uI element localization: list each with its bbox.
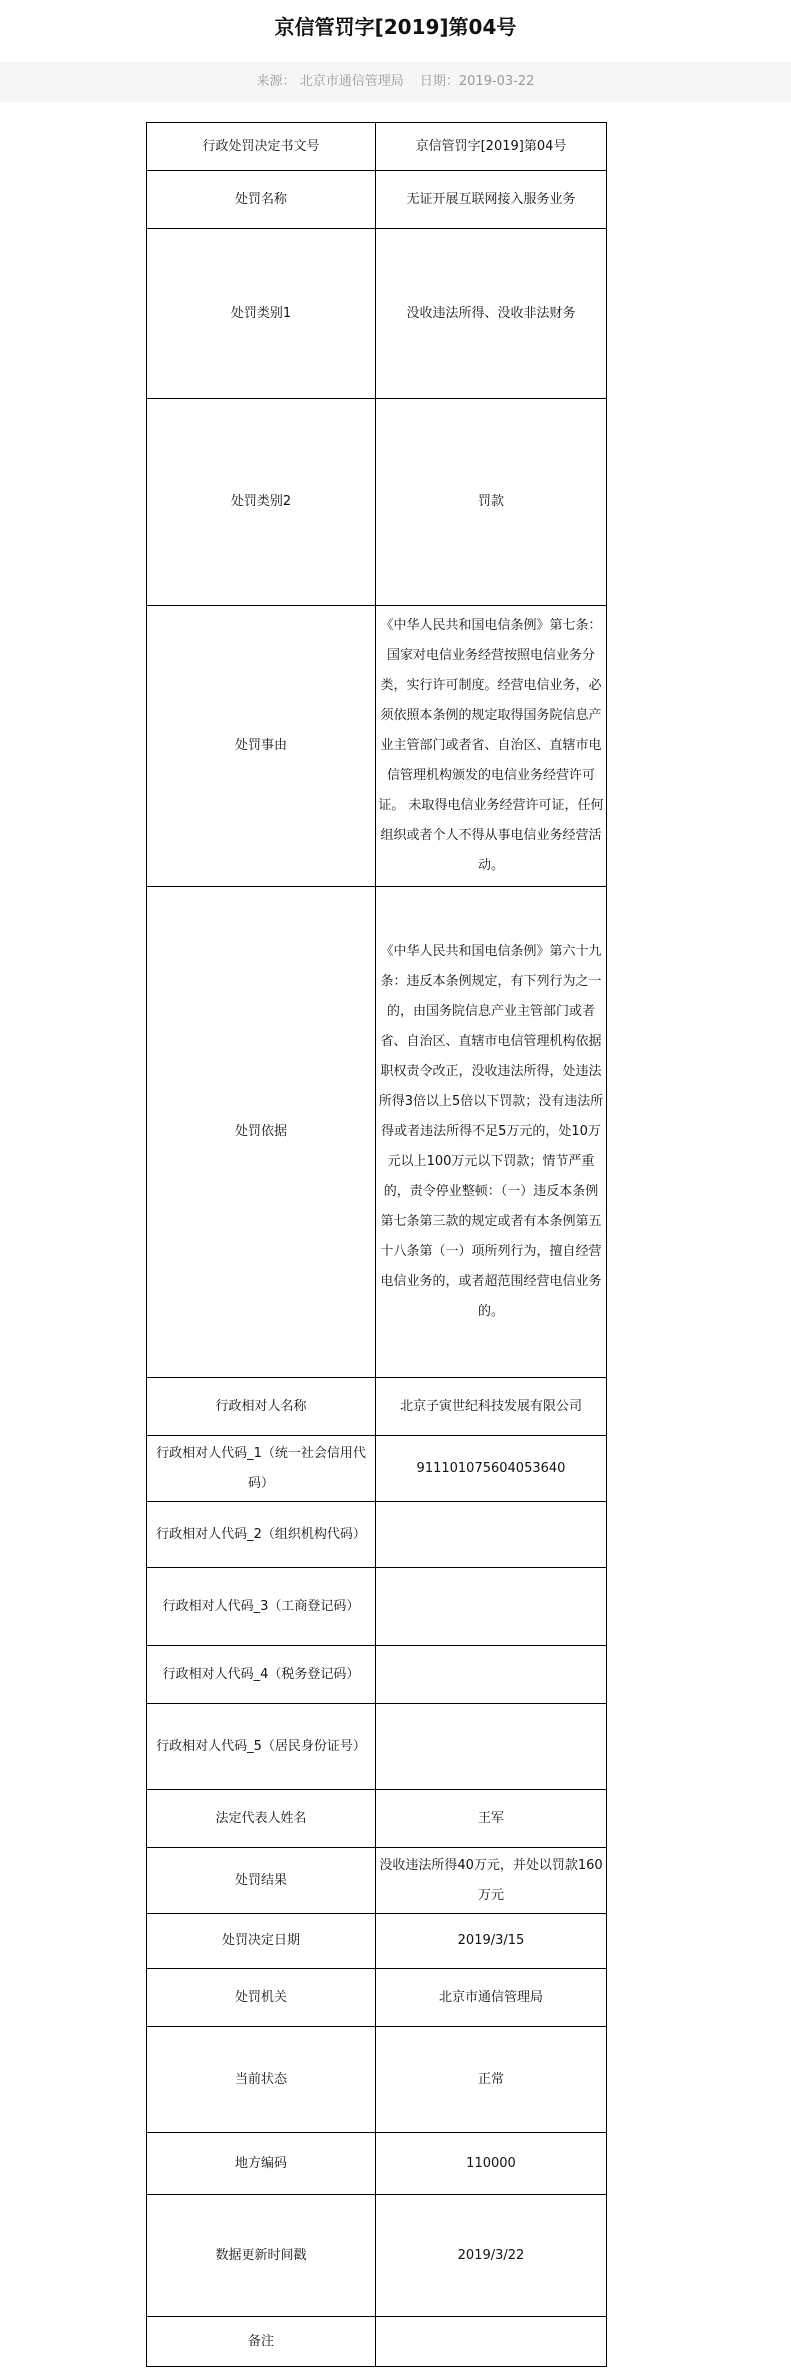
table-row bbox=[147, 2133, 607, 2195]
date-label: 日期： bbox=[419, 74, 459, 89]
row-value: 正常 bbox=[376, 2027, 607, 2133]
row-key: 处罚事由 bbox=[147, 606, 376, 887]
row-key: 备注 bbox=[147, 2317, 376, 2367]
date-value: 2019-03-22 bbox=[458, 74, 535, 89]
row-key: 处罚依据 bbox=[147, 887, 376, 1378]
source-info bbox=[257, 74, 404, 89]
table-row bbox=[147, 1790, 607, 1848]
date-info bbox=[420, 74, 535, 89]
row-key: 处罚类别2 bbox=[147, 399, 376, 606]
row-value: 无证开展互联网接入服务业务 bbox=[376, 171, 607, 229]
row-value bbox=[376, 1502, 607, 1568]
table-row bbox=[147, 1378, 607, 1436]
row-value: 北京子寅世纪科技发展有限公司 bbox=[376, 1378, 607, 1436]
row-key: 处罚机关 bbox=[147, 1969, 376, 2027]
source-value: 北京市通信管理局 bbox=[299, 74, 404, 89]
row-value bbox=[376, 1568, 607, 1646]
row-value bbox=[376, 2317, 607, 2367]
row-value: 110000 bbox=[376, 2133, 607, 2195]
table-row bbox=[147, 1848, 607, 1914]
row-key: 行政相对人代码_3（工商登记码） bbox=[147, 1568, 376, 1646]
row-key: 行政相对人代码_4（税务登记码） bbox=[147, 1646, 376, 1704]
row-key: 处罚名称 bbox=[147, 171, 376, 229]
table-row bbox=[147, 1568, 607, 1646]
penalty-detail-table bbox=[146, 122, 607, 2367]
table-row bbox=[147, 1436, 607, 1502]
row-value: 《中华人民共和国电信条例》第六十九条：违反本条例规定，有下列行为之一的，由国务院信息产业主管部门或者省、自治区、直辖市电信管理机构依据职权责令改正，没收违法所得，处违法所得3倍以上5倍以下罚款；没有违法所得或者违法所得不足5万元的，处10万元以上100万元以下罚款；情节严重的，责令停业整顿：（一）违反本条例第七条第三款的规定或者有本条例第五十八条第（一）项所列行为，擅自经营电信业务的，或者超范围经营电信业务的。 bbox=[376, 887, 607, 1378]
row-value: 京信管罚字[2019]第04号 bbox=[376, 123, 607, 171]
row-value: 罚款 bbox=[376, 399, 607, 606]
table-row bbox=[147, 606, 607, 887]
row-value: 北京市通信管理局 bbox=[376, 1969, 607, 2027]
row-value bbox=[376, 1646, 607, 1704]
row-key: 法定代表人姓名 bbox=[147, 1790, 376, 1848]
table-row bbox=[147, 229, 607, 399]
row-key: 行政相对人名称 bbox=[147, 1378, 376, 1436]
row-value: 王军 bbox=[376, 1790, 607, 1848]
row-value: 没收违法所得、没收非法财务 bbox=[376, 229, 607, 399]
row-key: 当前状态 bbox=[147, 2027, 376, 2133]
page-title: 京信管罚字[2019]第04号 bbox=[274, 15, 517, 39]
table-row bbox=[147, 1704, 607, 1790]
row-key: 处罚决定日期 bbox=[147, 1914, 376, 1969]
row-value: 911101075604053640 bbox=[376, 1436, 607, 1502]
table-row bbox=[147, 2317, 607, 2367]
table-row bbox=[147, 1646, 607, 1704]
row-key: 行政相对人代码_5（居民身份证号） bbox=[147, 1704, 376, 1790]
row-key: 处罚类别1 bbox=[147, 229, 376, 399]
table-row bbox=[147, 123, 607, 171]
row-value: 《中华人民共和国电信条例》第七条：国家对电信业务经营按照电信业务分类，实行许可制度。经营电信业务，必须依照本条例的规定取得国务院信息产业主管部门或者省、自治区、直辖市电信管理机构颁发的电信业务经营许可证。 未取得电信业务经营许可证，任何组织或者个人不得从事电信业务经营活动。 bbox=[376, 606, 607, 887]
table-row bbox=[147, 2027, 607, 2133]
meta-bar bbox=[0, 62, 791, 102]
table-row bbox=[147, 887, 607, 1378]
source-label: 来源： bbox=[256, 74, 296, 89]
row-value: 2019/3/15 bbox=[376, 1914, 607, 1969]
row-value bbox=[376, 1704, 607, 1790]
table-row bbox=[147, 171, 607, 229]
table-row bbox=[147, 1914, 607, 1969]
row-value: 2019/3/22 bbox=[376, 2195, 607, 2317]
row-key: 行政处罚决定书文号 bbox=[147, 123, 376, 171]
row-key: 行政相对人代码_1（统一社会信用代码） bbox=[147, 1436, 376, 1502]
table-row bbox=[147, 2195, 607, 2317]
table-row bbox=[147, 399, 607, 606]
row-key: 处罚结果 bbox=[147, 1848, 376, 1914]
table-row bbox=[147, 1969, 607, 2027]
row-value: 没收违法所得40万元，并处以罚款160万元 bbox=[376, 1848, 607, 1914]
row-key: 行政相对人代码_2（组织机构代码） bbox=[147, 1502, 376, 1568]
table-row bbox=[147, 1502, 607, 1568]
row-key: 数据更新时间戳 bbox=[147, 2195, 376, 2317]
row-key: 地方编码 bbox=[147, 2133, 376, 2195]
